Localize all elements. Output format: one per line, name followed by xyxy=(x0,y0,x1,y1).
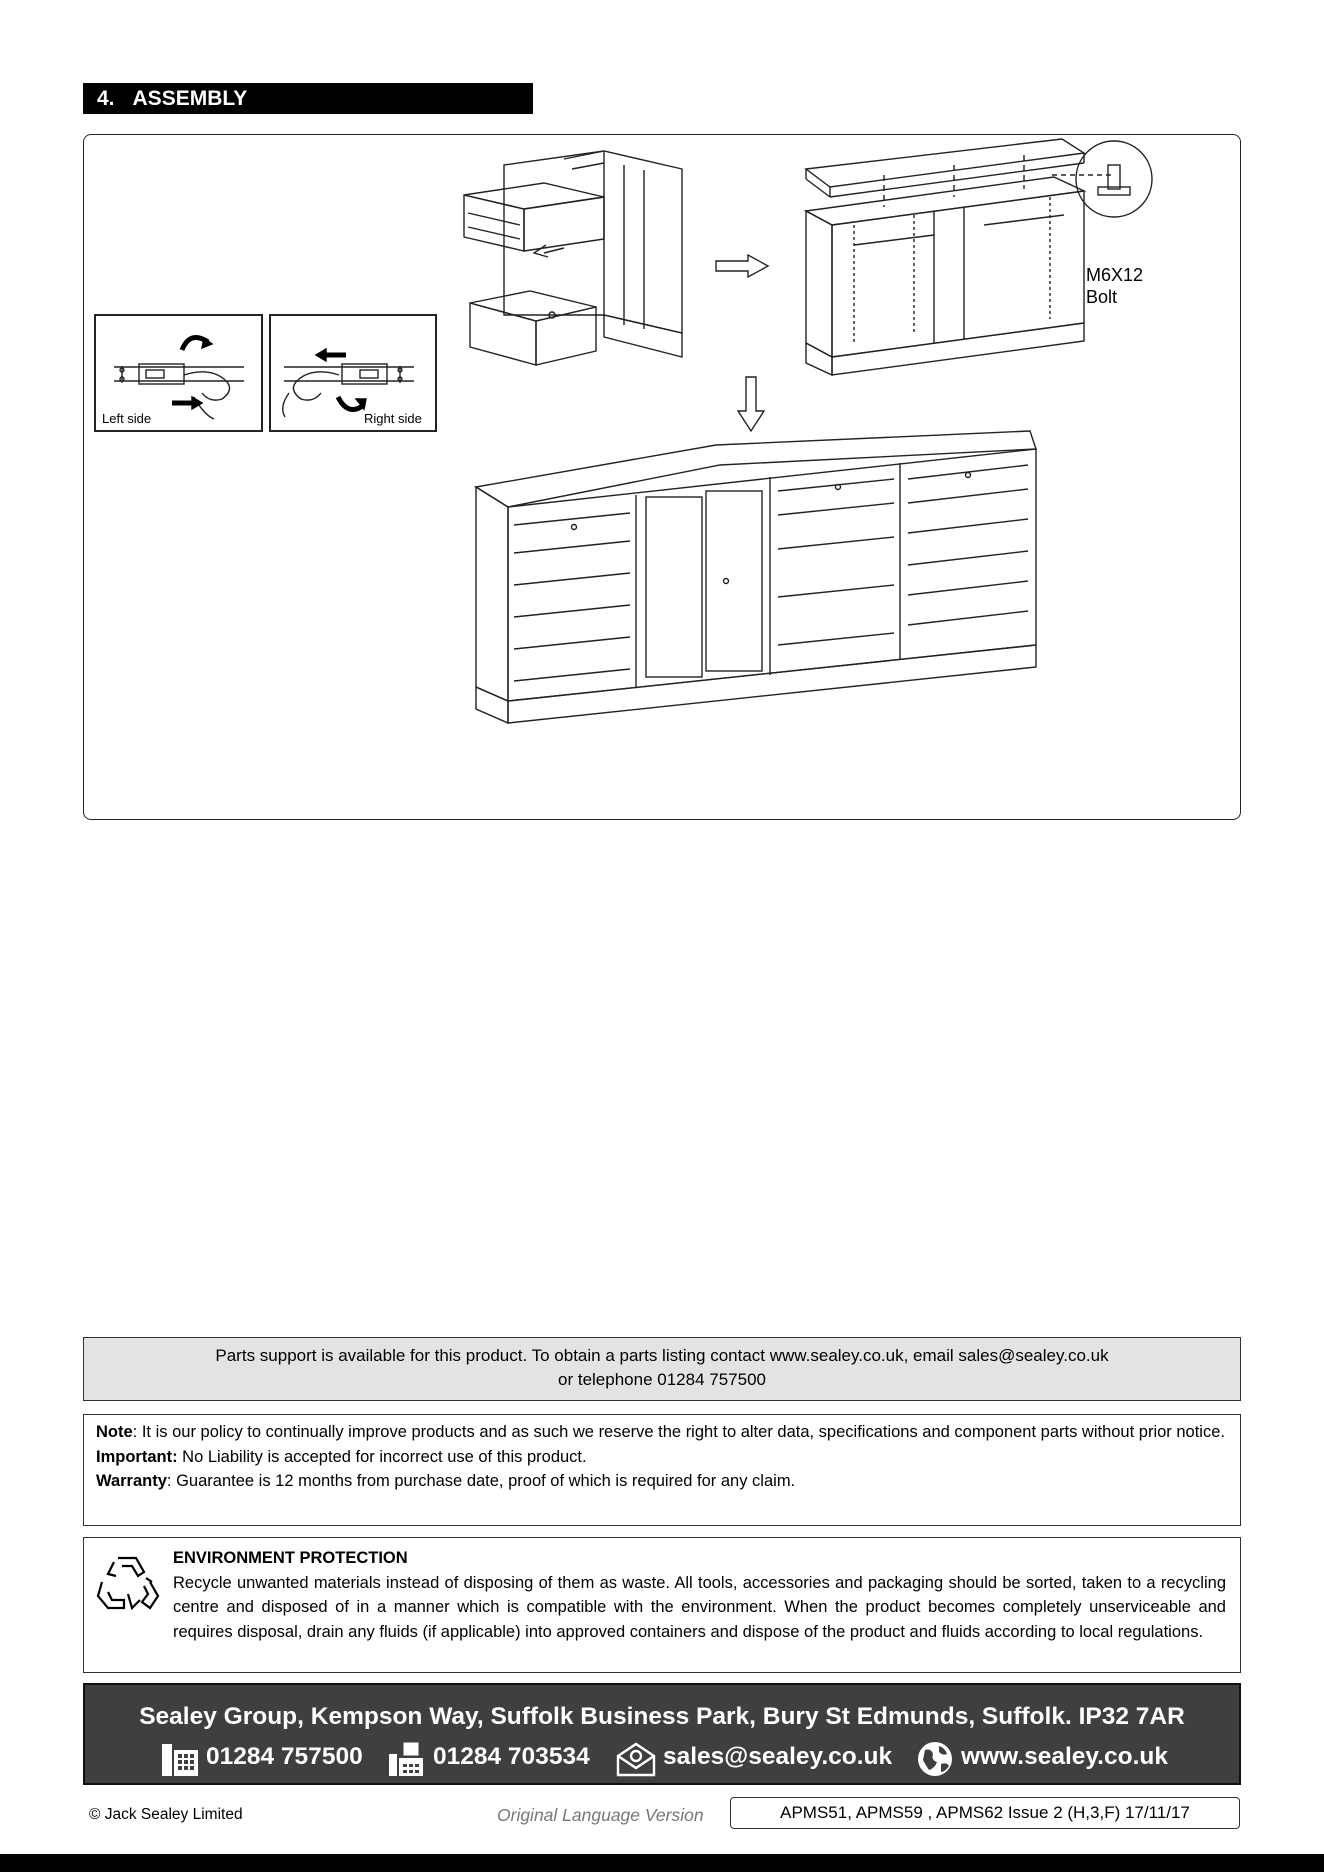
phone-icon xyxy=(160,1740,200,1778)
slide-detail-left xyxy=(95,315,262,431)
warranty-text: : Guarantee is 12 months from purchase date, proof of which is required for any claim. xyxy=(166,1472,796,1490)
globe-icon xyxy=(915,1740,955,1778)
issue-reference: APMS51, APMS59 , APMS62 Issue 2 (H,3,F) 17/11/17 xyxy=(730,1797,1240,1829)
environment-box xyxy=(83,1537,1241,1673)
website-url[interactable]: www.sealey.co.uk xyxy=(961,1743,1168,1770)
important-paragraph xyxy=(96,1445,1228,1470)
parts-support-line1: Parts support is available for this product. To obtain a parts listing contact www.sealey.co.uk, email sales@sealey.co.uk xyxy=(215,1346,1109,1365)
bottom-rule xyxy=(0,1854,1324,1872)
section-number: 4. xyxy=(97,87,115,110)
note-label: Note xyxy=(96,1423,133,1441)
section-heading xyxy=(83,83,533,114)
drawer-cabinet-drawing xyxy=(464,151,682,365)
notes-box xyxy=(83,1414,1241,1526)
email-icon xyxy=(615,1740,657,1778)
environment-title: ENVIRONMENT PROTECTION xyxy=(173,1549,408,1567)
slide-right-label: Right side xyxy=(364,411,422,426)
warranty-paragraph xyxy=(96,1469,1228,1494)
warranty-label: Warranty xyxy=(96,1472,167,1490)
copyright-text: © Jack Sealey Limited xyxy=(89,1806,243,1823)
assembled-bench-drawing xyxy=(476,431,1036,723)
company-footer xyxy=(83,1683,1241,1785)
slide-left-label: Left side xyxy=(102,411,152,426)
fax-number: 01284 703534 xyxy=(433,1743,590,1770)
step-arrow-right xyxy=(716,255,768,277)
step-arrow-down xyxy=(738,377,764,431)
parts-support-line2: or telephone 01284 757500 xyxy=(558,1370,766,1389)
section-title: ASSEMBLY xyxy=(132,87,248,110)
language-version: Original Language Version xyxy=(497,1805,704,1825)
note-paragraph xyxy=(96,1420,1228,1445)
important-label: Important: xyxy=(96,1447,178,1466)
email-address: sales@sealey.co.uk xyxy=(663,1743,893,1770)
bolt-label: Bolt xyxy=(1086,287,1118,307)
assembly-figure xyxy=(83,134,1241,820)
slide-detail-right xyxy=(270,315,436,431)
parts-support-box xyxy=(83,1337,1241,1401)
company-address: Sealey Group, Kempson Way, Suffolk Business Park, Bury St Edmunds, Suffolk. IP32 7AR xyxy=(139,1703,1185,1730)
contact-row xyxy=(85,1738,1239,1776)
environment-text-block xyxy=(173,1546,1226,1644)
bolt-size-label: M6X12 xyxy=(1086,265,1144,285)
important-text: No Liability is accepted for incorrect use of this product. xyxy=(177,1447,587,1466)
assembly-drawing xyxy=(84,135,1242,821)
note-text: : It is our policy to continually improve products and as such we reserve the right to alter data, specifications and component parts without prior notice. xyxy=(132,1423,1225,1441)
fax-icon xyxy=(387,1740,427,1778)
phone-number: 01284 757500 xyxy=(206,1743,363,1770)
frame-assembly-drawing xyxy=(806,139,1152,375)
environment-text: Recycle unwanted materials instead of disposing of them as waste. All tools, accessories and packaging should be sorted, taken to a recycling centre and disposed of in a manner which is compatible with the environment. When the product becomes completely unserviceable and requires disposal, drain any fluids (if applicable) into approved containers and dispose of the product and fluids according to local regulations. xyxy=(173,1573,1226,1641)
recycle-icon xyxy=(96,1552,160,1614)
